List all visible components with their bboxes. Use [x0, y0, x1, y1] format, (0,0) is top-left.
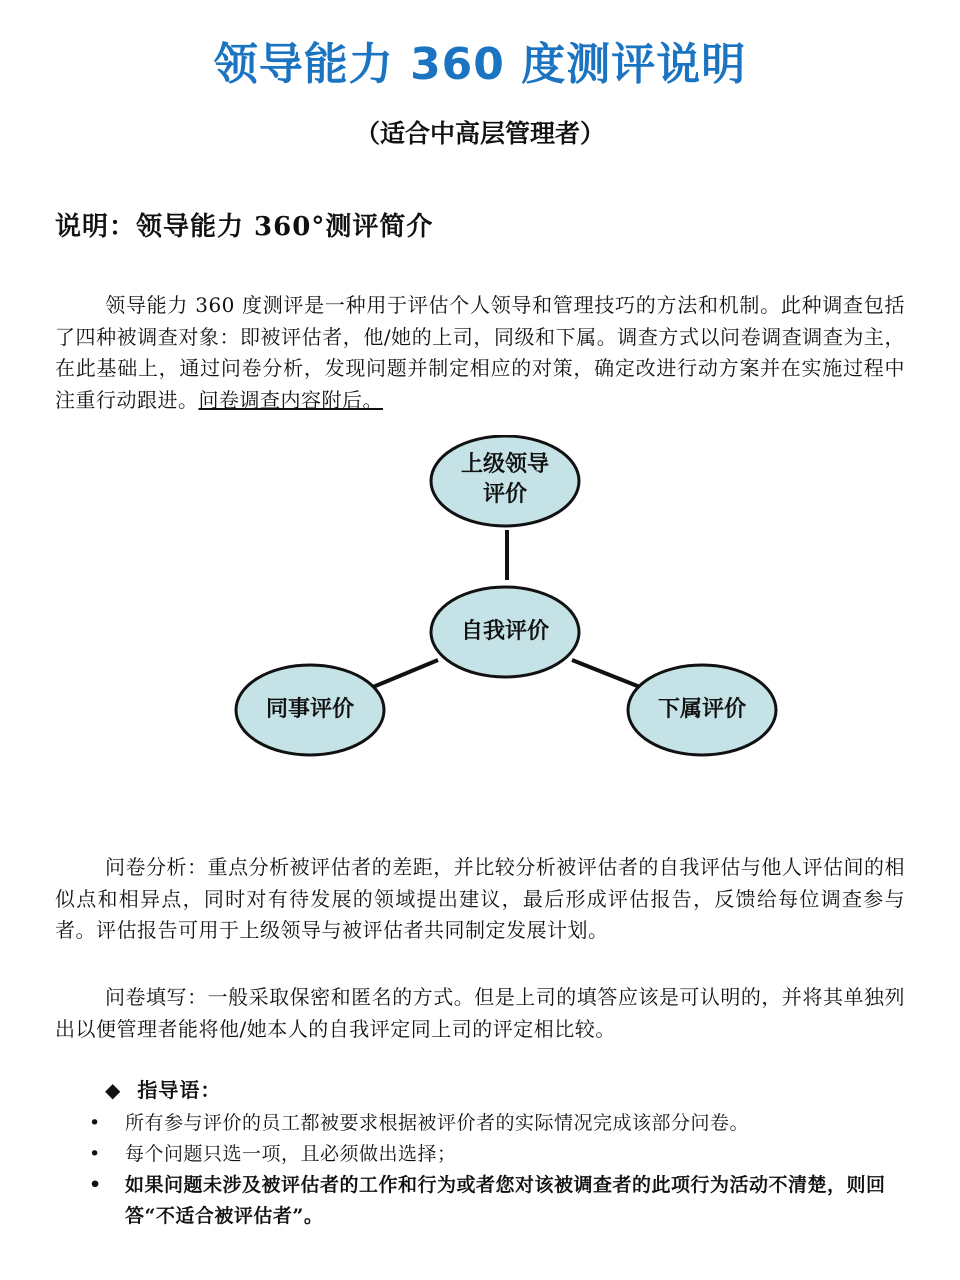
fill-paragraph	[55, 982, 905, 1045]
node-top-label	[431, 450, 579, 510]
node-top-line2: 评价	[482, 482, 527, 507]
guidance-item	[55, 1139, 915, 1170]
analysis-text: 问卷分析：重点分析被评估者的差距，并比较分析被评估者的自我评估与他人评估间的相似点和相异点，同时对有待发展的领域提出建议，最后形成评估报告，反馈给每位调查参与者。评估报告可用于上级领导与被评估者共同制定发展计划。	[55, 855, 905, 942]
analysis-paragraph	[55, 852, 905, 947]
evaluation-diagram	[220, 435, 790, 765]
page-subtitle: （适合中高层管理者）	[354, 119, 605, 148]
guidance-item-text: 所有参与评价的员工都被要求根据被评价者的实际情况完成该部分问卷。	[125, 1112, 750, 1134]
intro-paragraph	[55, 290, 905, 416]
connector-right	[572, 660, 640, 687]
fill-text: 问卷填写：一般采取保密和匿名的方式。但是上司的填答应该是可认明的，并将其单独列出以便管理者能将他/她本人的自我评定同上司的评定相比较。	[55, 985, 905, 1041]
guidance-item	[55, 1170, 915, 1232]
guidance-list	[55, 1108, 915, 1232]
page-title: 领导能力 360 度测评说明	[213, 39, 747, 90]
guidance-heading-text: 指导语：	[137, 1078, 222, 1102]
bullet-icon: •	[89, 1143, 101, 1165]
node-top-line1: 上级领导	[460, 452, 549, 477]
bullet-icon: •	[89, 1174, 102, 1196]
node-left-label: 同事评价	[265, 697, 354, 722]
section-heading: 说明：领导能力 360°测评简介	[55, 212, 434, 242]
appendix-note-link: 问卷调查内容附后。	[198, 387, 383, 412]
bullet-icon: •	[89, 1112, 101, 1134]
guidance-heading	[105, 1074, 221, 1103]
node-right-label: 下属评价	[657, 697, 746, 722]
diamond-bullet-icon: ◆	[105, 1078, 122, 1102]
node-center-label: 自我评价	[460, 619, 549, 644]
guidance-item-text: 如果问题未涉及被评估者的工作和行为或者您对该被调查者的此项行为活动不清楚，则回答“不适合被评估者”。	[125, 1174, 886, 1227]
intro-text: 领导能力 360 度测评是一种用于评估个人领导和管理技巧的方法和机制。此种调查包括了四种被调查对象：即被评估者，他/她的上司，同级和下属。调查方式以问卷调查调查为主，在此基础上，通过问卷分析，发现问题并制定相应的对策，确定改进行动方案并在实施过程中注重行动跟进。	[55, 293, 905, 412]
guidance-item-text: 每个问题只选一项，且必须做出选择；	[125, 1143, 457, 1165]
guidance-item	[55, 1108, 915, 1139]
connector-left	[373, 660, 438, 687]
